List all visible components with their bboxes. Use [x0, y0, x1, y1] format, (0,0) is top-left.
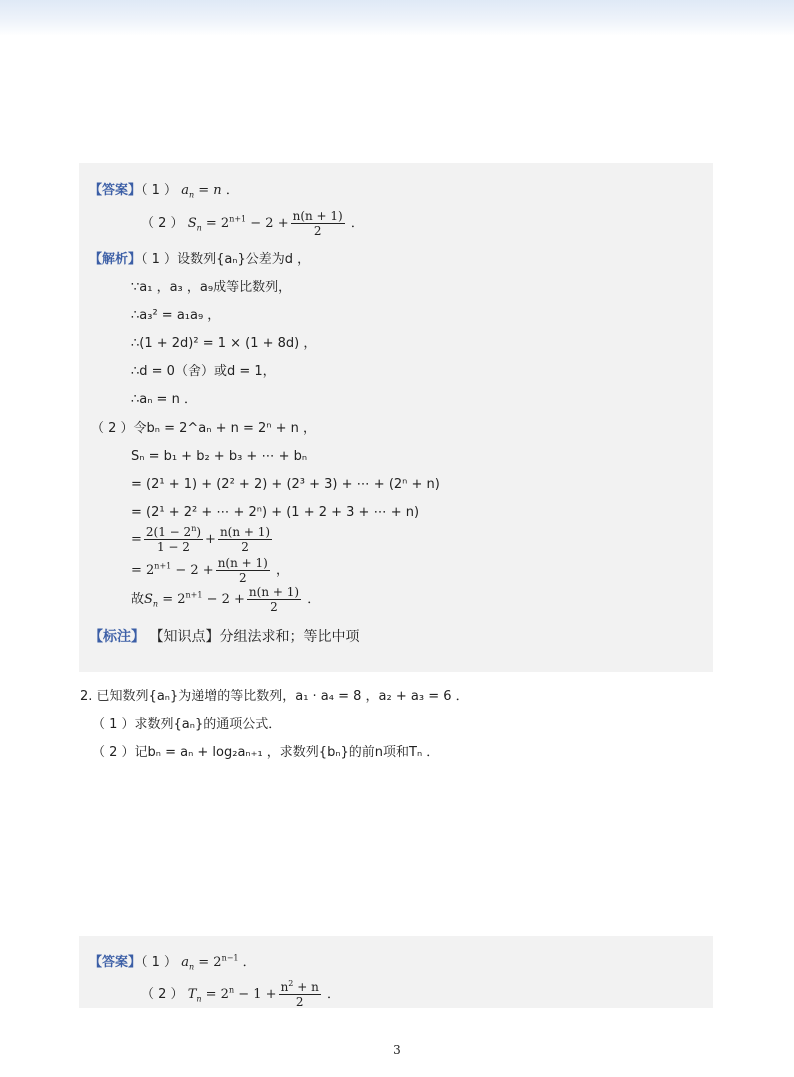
- sum-conclusion: 故$S_n = 2^{n+1} - 2$ + $\frac{n(n + 1)}{2}$ ．: [131, 585, 321, 614]
- answer-line-2: （ 2 ） $T_n = 2^n - 1$ + $\frac{n^2 + n}{2}$ ．: [141, 979, 340, 1009]
- answer-1-formula: $a_n = n$: [181, 183, 222, 200]
- sum-line-4: = $\frac{2(1 - 2^n)}{1 - 2}$ + $\frac{n(n + 1)}{2}$: [131, 524, 271, 554]
- analysis-part2-intro: （ 2 ）令bₙ = 2^aₙ + n = 2ⁿ + n ，: [91, 421, 316, 436]
- fraction: $\frac{n^2 + n}{2}$: [280, 979, 319, 1009]
- solution-block-1: [79, 163, 713, 672]
- solution-block-2: [79, 936, 713, 1008]
- answer-line-1: 【答案】（ 1 ） $a_n = 2^{n-1}$ ．: [89, 953, 256, 972]
- answer-tag: 【答案】: [89, 955, 142, 970]
- question-2-stem: 2. 已知数列{aₙ}为递增的等比数列，a₁ · a₄ = 8 ，a₂ + a₃ = 6 ．: [80, 689, 469, 704]
- question-number: 2.: [80, 689, 93, 704]
- sum-line-1: Sₙ = b₁ + b₂ + b₃ + ⋯ + bₙ: [131, 449, 308, 464]
- question-2-sub-2: （ 2 ）记bₙ = aₙ + log₂aₙ₊₁ ，求数列{bₙ}的前n项和Tₙ ．: [92, 745, 440, 760]
- analysis-line-4: ∴(1 + 2d)² = 1 × (1 + 8d) ，: [131, 336, 317, 351]
- note-tag: 【标注】: [89, 629, 145, 645]
- analysis-line-1: 【解析】（ 1 ）设数列{aₙ}公差为d ，: [89, 252, 311, 267]
- fraction: $\frac{n(n + 1)}{2}$: [219, 525, 271, 554]
- sum-line-3: = (2¹ + 2² + ⋯ + 2ⁿ) + (1 + 2 + 3 + ⋯ + n): [131, 505, 420, 520]
- note-line: [89, 628, 359, 646]
- answer-line-2: （ 2 ） $S_n = 2^{n+1} - 2$ + $\frac{n(n + 1)}{2}$ ．: [141, 209, 364, 238]
- sum-line-2: = (2¹ + 1) + (2² + 2) + (2³ + 3) + ⋯ + (2ⁿ + n): [131, 477, 440, 492]
- analysis-tag: 【解析】: [89, 252, 142, 267]
- fraction: $\frac{n(n + 1)}{2}$: [292, 209, 343, 238]
- page-header-band: [0, 0, 794, 36]
- analysis-line-5: ∴d = 0（舍）或d = 1，: [131, 364, 276, 379]
- analysis-line-3: ∴a₃² = a₁a₉ ，: [131, 308, 221, 323]
- answer-line-1: 【答案】（ 1 ） $a_n = n$ ．: [89, 183, 239, 200]
- answer-tag: 【答案】: [89, 183, 142, 198]
- analysis-line-6: ∴aₙ = n ．: [131, 392, 197, 407]
- fraction: $\frac{n(n + 1)}{2}$: [248, 585, 300, 614]
- fraction: $\frac{2(1 - 2^n)}{1 - 2}$: [145, 524, 202, 554]
- question-2-sub-1: （ 1 ）求数列{aₙ}的通项公式．: [92, 717, 282, 732]
- page-number: 3: [393, 1043, 401, 1057]
- sum-line-5: = $2^{n+1} - 2$ + $\frac{n(n + 1)}{2}$ ，: [131, 556, 289, 585]
- fraction: $\frac{n(n + 1)}{2}$: [217, 556, 268, 585]
- note-text: 【知识点】分组法求和；等比中项: [149, 629, 360, 645]
- answer-2-formula: $S_n = 2^{n+1} - 2$ +: [187, 214, 289, 233]
- analysis-line-2: ∵a₁ ，a₃ ，a₉成等比数列，: [131, 280, 292, 295]
